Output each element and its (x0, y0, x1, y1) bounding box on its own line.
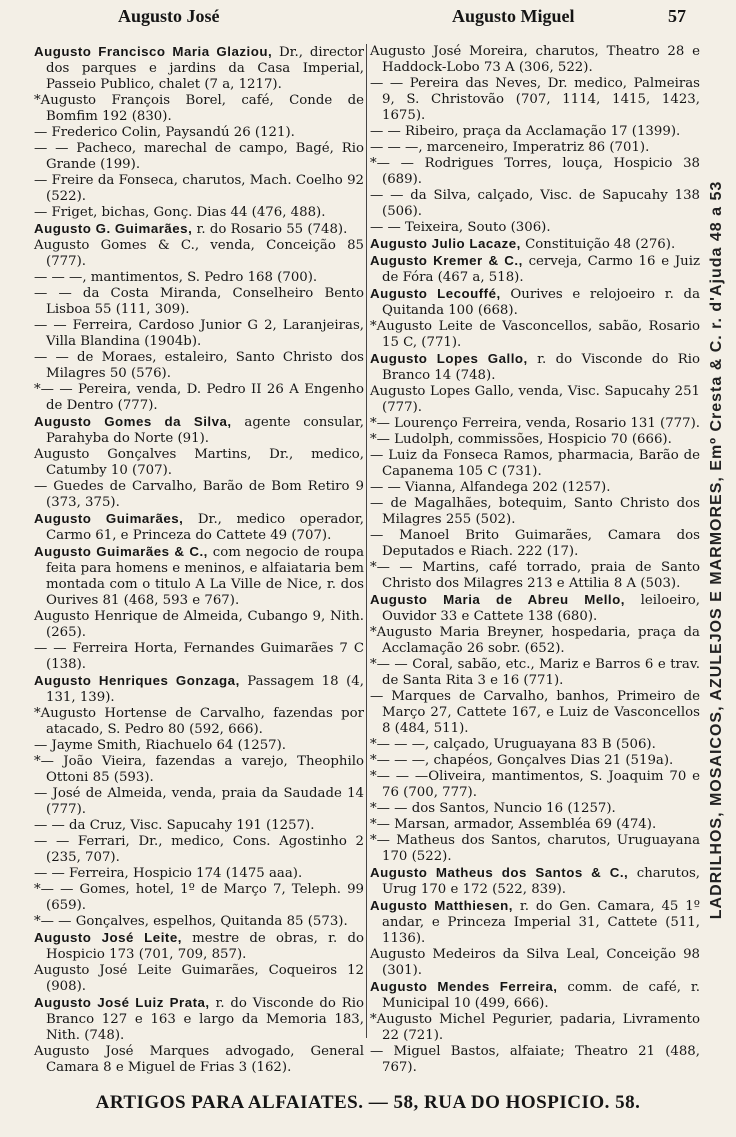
entry-details: Augusto Gomes & C., venda, Conceição 85 (777). (34, 238, 364, 269)
entry-details: *— — Martins, café torrado, praia de Santo Christo dos Milagres 213 e Attilia 8 A (503). (370, 560, 700, 591)
entry-details: — — Ribeiro, praça da Acclamação 17 (1399). (370, 124, 681, 139)
entry-details: — — —, marceneiro, Imperatriz 86 (701). (370, 140, 650, 155)
entry-details: — Guedes de Carvalho, Barão de Bom Retiro 9 (373, 375). (34, 479, 364, 510)
entry-name: Augusto Matthiesen, (370, 898, 513, 913)
entry-details: *Augusto Hortense de Carvalho, fazendas por atacado, S. Pedro 80 (592, 666). (34, 706, 364, 737)
entry-details: Augusto Henrique de Almeida, Cubango 9, Nith. (265). (34, 609, 364, 640)
directory-entry (370, 480, 700, 496)
left-column (34, 44, 364, 1076)
entry-details: cerveja, Carmo 16 e Juiz de Fóra (467 a, 518). (382, 254, 700, 285)
entry-details: *— João Vieira, fazendas a varejo, Theophilo Ottoni 85 (593). (34, 754, 364, 785)
entry-details: — Freire da Fonseca, charutos, Mach. Coelho 92 (522). (34, 173, 364, 204)
entry-name: Augusto José Luiz Prata, (34, 995, 210, 1010)
directory-entry (370, 1044, 700, 1076)
entry-details: r. do Visconde do Rio Branco 127 e 163 e largo da Memoria 183, Nith. (748). (46, 996, 364, 1043)
entry-details: — Manoel Brito Guimarães, Camara dos Deputados e Riach. 222 (17). (370, 528, 700, 559)
directory-entry (370, 592, 700, 625)
directory-entry (34, 673, 364, 706)
directory-entry (370, 898, 700, 947)
directory-entry (34, 754, 364, 786)
directory-entry (370, 416, 700, 432)
directory-entry (34, 205, 364, 221)
entry-details: *— — Pereira, venda, D. Pedro II 26 A Engenho de Dentro (777). (34, 382, 364, 413)
directory-entry (34, 834, 364, 866)
entry-details: comm. de café, r. Municipal 10 (499, 666). (382, 980, 700, 1011)
directory-entry (34, 786, 364, 818)
entry-details: Augusto Gonçalves Martins, Dr., medico, Catumby 10 (707). (34, 447, 364, 478)
directory-entry (34, 609, 364, 641)
entry-details: *— — Rodrigues Torres, louça, Hospicio 38 (689). (370, 156, 700, 187)
entry-details: Augusto José Leite Guimarães, Coqueiros 12 (908). (34, 963, 364, 994)
entry-details: — Marques de Carvalho, banhos, Primeiro de Março 27, Cattete 167, e Luiz de Vasconcellos 8 (484, 511). (370, 689, 700, 736)
directory-entry (34, 963, 364, 995)
directory-entry (370, 220, 700, 236)
directory-entry (370, 657, 700, 689)
directory-entry (370, 384, 700, 416)
directory-entry (34, 866, 364, 882)
directory-entry (370, 689, 700, 737)
right-column (370, 44, 700, 1076)
entry-details: *— — —Oliveira, mantimentos, S. Joaquim 70 e 76 (700, 777). (370, 769, 700, 800)
directory-entry (34, 125, 364, 141)
entry-name: Augusto Maria de Abreu Mello, (370, 592, 625, 607)
entry-name: Augusto Kremer & C., (370, 253, 523, 268)
directory-entry (370, 979, 700, 1012)
directory-entry (370, 496, 700, 528)
directory-entry (34, 882, 364, 914)
entry-details: — — Ferrari, Dr., medico, Cons. Agostinho 2 (235, 707). (34, 834, 364, 865)
entry-name: Augusto Guimarães, (34, 511, 184, 526)
directory-entry (34, 914, 364, 930)
entry-details: — — da Costa Miranda, Conselheiro Bento Lisboa 55 (111, 309). (34, 286, 364, 317)
entry-name: Augusto José Leite, (34, 930, 182, 945)
directory-entry (370, 817, 700, 833)
directory-entry (34, 479, 364, 511)
entry-details: — de Magalhães, botequim, Santo Christo dos Milagres 255 (502). (370, 496, 700, 527)
entry-details: *— Marsan, armador, Assembléa 69 (474). (370, 817, 657, 832)
entry-details: Constituição 48 (276). (520, 237, 676, 252)
entry-details: Augusto Lopes Gallo, venda, Visc. Sapucahy 251 (777). (370, 384, 700, 415)
directory-entry (370, 769, 700, 801)
entry-details: — — —, mantimentos, S. Pedro 168 (700). (34, 270, 318, 285)
side-advert-text: LADRILHOS, MOSAICOS, AZULEJOS E MARMORES, Emº Cresta & C. r. d'Ajuda 48 a 53 (708, 180, 725, 920)
directory-entry (370, 753, 700, 769)
column-divider (366, 44, 367, 1038)
entry-details: — — Ferreira Horta, Fernandes Guimarães 7 C (138). (34, 641, 364, 672)
entry-details: r. do Rosario 55 (748). (192, 222, 348, 237)
directory-entry (370, 737, 700, 753)
directory-entry (370, 947, 700, 979)
entry-details: r. do Visconde do Rio Branco 14 (748). (382, 352, 700, 383)
entry-details: — Friget, bichas, Gonç. Dias 44 (476, 488). (34, 205, 326, 220)
directory-entry (370, 76, 700, 124)
directory-entry (34, 414, 364, 447)
directory-entry (34, 286, 364, 318)
directory-entry (370, 236, 700, 253)
entry-details: agente consular, Parahyba do Norte (91). (46, 415, 364, 446)
directory-entry (370, 625, 700, 657)
header-right: Augusto Miguel (452, 6, 575, 26)
entry-details: *— — Coral, sabão, etc., Mariz e Barros 6 e trav. de Santa Rita 3 e 16 (771). (370, 657, 700, 688)
directory-entry (370, 560, 700, 592)
entry-details: — Jayme Smith, Riachuelo 64 (1257). (34, 738, 287, 753)
entry-details: *— Ludolph, commissões, Hospicio 70 (666). (370, 432, 672, 447)
directory-entry (370, 432, 700, 448)
header-left: Augusto José (118, 6, 220, 26)
running-header (0, 6, 736, 30)
entry-name: Augusto Lecouffé, (370, 286, 501, 301)
entry-details: Augusto José Marques advogado, General Camara 8 e Miguel de Frias 3 (162). (34, 1044, 364, 1075)
directory-entry (34, 995, 364, 1044)
entry-details: Passagem 18 (4, 131, 139). (46, 674, 364, 705)
directory-entry (370, 319, 700, 351)
directory-entry (34, 238, 364, 270)
entry-name: Augusto Matheus dos Santos & C., (370, 865, 629, 880)
directory-entry (370, 156, 700, 188)
entry-details: — — da Silva, calçado, Visc. de Sapucahy 138 (506). (370, 188, 700, 219)
entry-details: — — da Cruz, Visc. Sapucahy 191 (1257). (34, 818, 315, 833)
directory-entry (370, 124, 700, 140)
entry-details: *Augusto Michel Pegurier, padaria, Livramento 22 (721). (370, 1012, 700, 1043)
entry-name: Augusto Gomes da Silva, (34, 414, 232, 429)
directory-entry (34, 511, 364, 544)
entry-details: *— Lourenço Ferreira, venda, Rosario 131 (777). (370, 416, 701, 431)
entry-details: Augusto José Moreira, charutos, Theatro 28 e Haddock-Lobo 73 A (306, 522). (370, 44, 700, 75)
entry-details: — — Ferreira, Cardoso Junior G 2, Laranjeiras, Villa Blandina (1904b). (34, 318, 364, 349)
directory-entry (370, 1012, 700, 1044)
entry-details: *— — —, chapéos, Gonçalves Dias 21 (519a). (370, 753, 674, 768)
directory-entry (370, 801, 700, 817)
directory-entry (34, 44, 364, 93)
directory-entry (34, 350, 364, 382)
entry-details: Ourives e relojoeiro r. da Quitanda 100 (668). (382, 287, 700, 318)
entry-name: Augusto G. Guimarães, (34, 221, 193, 236)
entry-name: Augusto Henriques Gonzaga, (34, 673, 240, 688)
entry-details: — — Vianna, Alfandega 202 (1257). (370, 480, 611, 495)
entry-details: Augusto Medeiros da Silva Leal, Conceição 98 (301). (370, 947, 700, 978)
directory-entry (34, 141, 364, 173)
entry-name: Augusto Francisco Maria Glaziou, (34, 44, 273, 59)
directory-entry (34, 447, 364, 479)
directory-entry (34, 1044, 364, 1076)
directory-entry (34, 706, 364, 738)
entry-details: *— — dos Santos, Nuncio 16 (1257). (370, 801, 616, 816)
entry-details: leiloeiro, Ouvidor 33 e Cattete 138 (680). (382, 593, 700, 624)
entry-name: Augusto Guimarães & C., (34, 544, 208, 559)
entry-details: — — Teixeira, Souto (306). (370, 220, 551, 235)
entry-details: *— — Gomes, hotel, 1º de Março 7, Teleph. 99 (659). (34, 882, 364, 913)
directory-entry (370, 351, 700, 384)
entry-details: — — Pacheco, marechal de campo, Bagé, Rio Grande (199). (34, 141, 364, 172)
directory-entry (370, 448, 700, 480)
directory-entry (34, 544, 364, 609)
entry-details: r. do Gen. Camara, 45 1º andar, e Princeza Imperial 31, Cattete (511, 1136). (382, 899, 701, 946)
entry-name: Augusto Julio Lacaze, (370, 236, 521, 251)
entry-details: *— — —, calçado, Uruguayana 83 B (506). (370, 737, 656, 752)
side-advertisement (702, 60, 732, 1040)
directory-entry (34, 270, 364, 286)
directory-entry (34, 93, 364, 125)
directory-entry (370, 140, 700, 156)
entry-name: Augusto Lopes Gallo, (370, 351, 528, 366)
directory-entry (34, 818, 364, 834)
entry-details: *— Matheus dos Santos, charutos, Uruguayana 170 (522). (370, 833, 700, 864)
entry-name: Augusto Mendes Ferreira, (370, 979, 558, 994)
page-number: 57 (668, 6, 686, 26)
directory-entry (370, 188, 700, 220)
entry-details: — — de Moraes, estaleiro, Santo Christo dos Milagres 50 (576). (34, 350, 364, 381)
directory-entry (370, 528, 700, 560)
directory-entry (34, 930, 364, 963)
entry-details: *Augusto Leite de Vasconcellos, sabão, Rosario 15 C, (771). (370, 319, 700, 350)
footer-advertisement: ARTIGOS PARA ALFAIATES. — 58, RUA DO HOSPICIO. 58. (95, 1092, 641, 1113)
entry-details: charutos, Urug 170 e 172 (522, 839). (382, 866, 701, 897)
entry-details: — Frederico Colin, Paysandú 26 (121). (34, 125, 295, 140)
entry-details: — — Pereira das Neves, Dr. medico, Palmeiras 9, S. Christovão (707, 1114, 1415, 1423, 1675). (370, 76, 700, 123)
entry-details: com negocio de roupa feita para homens e meninos, e alfaiataria bem montada com o titulo A La Ville de Nice, r. dos Ourives 81 (468, 593 e 767). (46, 545, 364, 608)
directory-entry (34, 738, 364, 754)
directory-entry (34, 382, 364, 414)
entry-details: — Miguel Bastos, alfaiate; Theatro 21 (488, 767). (370, 1044, 700, 1075)
entry-details: mestre de obras, r. do Hospicio 173 (701, 709, 857). (46, 931, 364, 962)
directory-entry (34, 221, 364, 238)
entry-details: — Luiz da Fonseca Ramos, pharmacia, Barão de Capanema 105 C (731). (370, 448, 700, 479)
entry-details: *Augusto François Borel, café, Conde de Bomfim 192 (830). (34, 93, 364, 124)
entry-details: *Augusto Maria Breyner, hospedaria, praça da Acclamação 26 sobr. (652). (370, 625, 700, 656)
directory-entry (370, 833, 700, 865)
directory-entry (34, 641, 364, 673)
directory-entry (370, 253, 700, 286)
entry-details: — José de Almeida, venda, praia da Saudade 14 (777). (34, 786, 364, 817)
directory-entry (34, 173, 364, 205)
entry-details: *— — Gonçalves, espelhos, Quitanda 85 (573). (34, 914, 348, 929)
directory-entry (370, 44, 700, 76)
directory-entry (34, 318, 364, 350)
entry-details: — — Ferreira, Hospicio 174 (1475 aaa). (34, 866, 303, 881)
directory-entry (370, 865, 700, 898)
entry-details: Dr., director dos parques e jardins da Casa Imperial, Passeio Publico, chalet (7 a, 1217). (46, 45, 364, 92)
entry-details: Dr., medico operador, Carmo 61, e Princeza do Cattete 49 (707). (46, 512, 364, 543)
directory-entry (370, 286, 700, 319)
